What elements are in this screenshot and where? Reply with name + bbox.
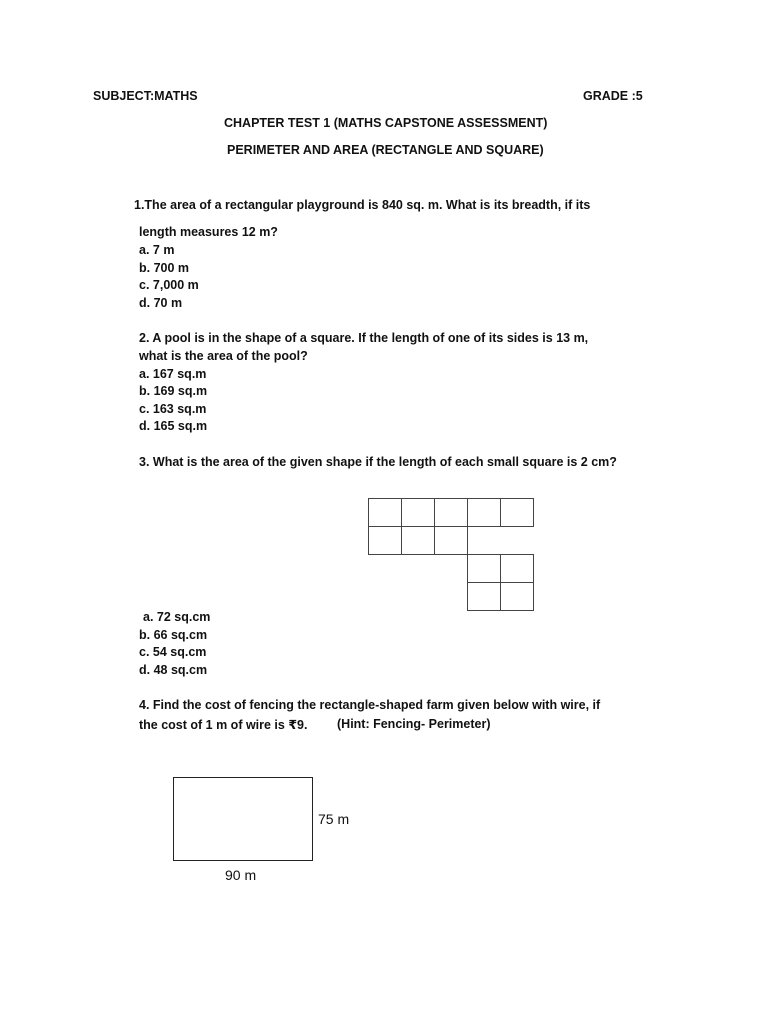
- subject-label: SUBJECT:MATHS: [93, 89, 198, 103]
- grid-square: [500, 498, 534, 527]
- grid-square: [368, 498, 402, 527]
- question-2-option-a: a. 167 sq.m: [139, 367, 207, 381]
- question-3-option-b: b. 66 sq.cm: [139, 628, 208, 642]
- grid-square: [500, 582, 534, 611]
- test-title: CHAPTER TEST 1 (MATHS CAPSTONE ASSESSMENT): [224, 116, 548, 130]
- question-4-line-2: the cost of 1 m of wire is ₹9.: [139, 718, 308, 732]
- question-2-option-b: b. 169 sq.m: [139, 384, 208, 398]
- question-2-line-1: 2. A pool is in the shape of a square. If the length of one of its sides is 13 m,: [139, 331, 589, 345]
- rectangle-height-label: 75 m: [318, 811, 350, 827]
- grid-square: [467, 582, 501, 611]
- grid-square: [434, 526, 468, 555]
- farm-rectangle: [173, 777, 313, 861]
- grid-square: [500, 554, 534, 583]
- grid-square: [401, 498, 435, 527]
- question-2-option-d: d. 165 sq.m: [139, 419, 208, 433]
- test-subtitle: PERIMETER AND AREA (RECTANGLE AND SQUARE): [227, 143, 544, 157]
- question-4-line-1: 4. Find the cost of fencing the rectangle-shaped farm given below with wire, if: [139, 698, 601, 712]
- question-3-line-1: 3. What is the area of the given shape if the length of each small square is 2 cm?: [139, 455, 617, 469]
- question-3-option-c: c. 54 sq.cm: [139, 645, 207, 659]
- question-3-option-d: d. 48 sq.cm: [139, 663, 208, 677]
- question-1-line-1: 1.The area of a rectangular playground is 840 sq. m. What is its breadth, if its: [134, 198, 591, 212]
- question-1-option-b: b. 700 m: [139, 261, 190, 275]
- grid-square: [467, 554, 501, 583]
- question-1-line-2: length measures 12 m?: [139, 225, 278, 239]
- rectangle-width-label: 90 m: [225, 867, 257, 883]
- square-grid-figure: [368, 498, 534, 611]
- question-4-hint: (Hint: Fencing- Perimeter): [337, 717, 491, 731]
- grid-square: [434, 498, 468, 527]
- question-1-option-d: d. 70 m: [139, 296, 183, 310]
- question-2-line-2: what is the area of the pool?: [139, 349, 308, 363]
- question-1-option-a: a. 7 m: [139, 243, 175, 257]
- question-1-option-c: c. 7,000 m: [139, 278, 199, 292]
- question-3-option-a: a. 72 sq.cm: [143, 610, 211, 624]
- grid-square: [401, 526, 435, 555]
- grade-label: GRADE :5: [583, 89, 643, 103]
- grid-square: [368, 526, 402, 555]
- grid-square: [467, 498, 501, 527]
- question-2-option-c: c. 163 sq.m: [139, 402, 207, 416]
